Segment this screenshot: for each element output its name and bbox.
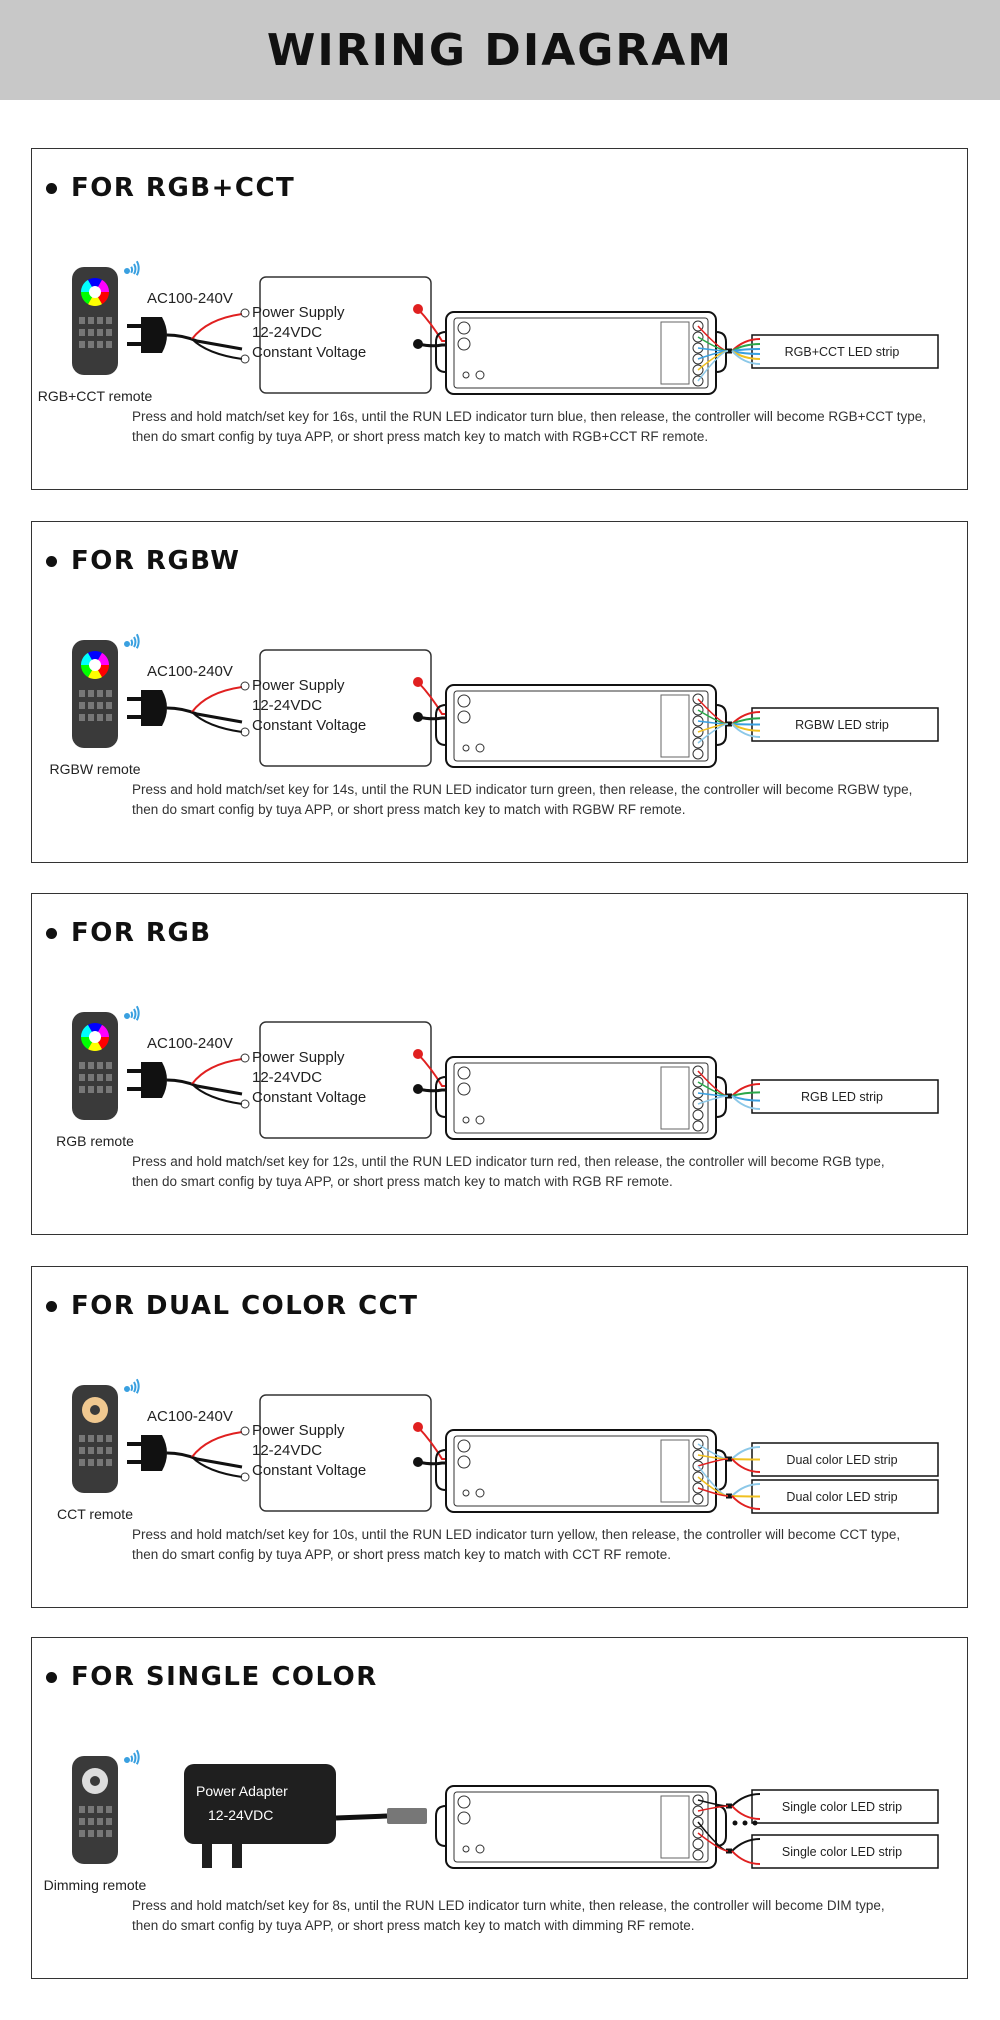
ac-plug-icon xyxy=(127,317,167,353)
ellipsis-dot xyxy=(733,1821,738,1826)
ac-voltage-label: AC100-240V xyxy=(147,1408,233,1425)
power-supply-label: Constant Voltage xyxy=(252,1462,367,1479)
remote-label: RGB remote xyxy=(56,1133,134,1149)
wire xyxy=(732,1496,760,1497)
led-controller xyxy=(436,312,726,394)
wiring-diagram xyxy=(32,1638,966,1898)
wifi-signal-icon xyxy=(125,1750,139,1764)
section-rgbcct xyxy=(31,148,968,490)
rgb-wheel-remote-icon xyxy=(72,1012,118,1120)
instructions xyxy=(132,1152,885,1192)
section-single xyxy=(31,1637,968,1979)
instructions xyxy=(132,780,912,820)
wiring-diagram xyxy=(32,894,966,1154)
instruction-line: then do smart config by tuya APP, or short press match key to match with dimming RF remote. xyxy=(132,1918,695,1933)
page-title: WIRING DIAGRAM xyxy=(266,24,734,76)
wiring-diagram xyxy=(32,522,966,782)
instruction-line: Press and hold match/set key for 14s, until the RUN LED indicator turn green, then release, the controller will become RGBW type, xyxy=(132,782,913,797)
ac-plug-icon xyxy=(127,1062,167,1098)
instruction-line: then do smart config by tuya APP, or short press match key to match with RGB RF remote. xyxy=(132,1174,673,1189)
instruction-line: then do smart config by tuya APP, or short press match key to match with RGBW RF remote. xyxy=(132,802,686,817)
instruction-line: Press and hold match/set key for 10s, until the RUN LED indicator turn yellow, then release, the controller will become CCT type, xyxy=(132,1527,901,1542)
led-strip xyxy=(752,1480,938,1513)
instruction-line: then do smart config by tuya APP, or short press match key to match with CCT RF remote. xyxy=(132,1547,671,1562)
wifi-signal-icon xyxy=(125,261,139,275)
led-strip-label: RGB LED strip xyxy=(801,1090,883,1104)
led-controller xyxy=(436,1786,726,1868)
led-strip xyxy=(752,1835,938,1868)
led-controller xyxy=(436,1430,726,1512)
section-heading-text: FOR RGB+CCT xyxy=(71,173,296,203)
wiring-diagram xyxy=(32,149,966,409)
section-heading-text: FOR DUAL COLOR CCT xyxy=(71,1291,419,1321)
led-strip xyxy=(752,1443,938,1476)
wifi-signal-icon xyxy=(125,1006,139,1020)
instruction-line: Press and hold match/set key for 12s, until the RUN LED indicator turn red, then release, the controller will become RGB type, xyxy=(132,1154,885,1169)
led-controller xyxy=(436,685,726,767)
cct-wheel-remote-icon xyxy=(72,1385,118,1493)
title-bar xyxy=(0,0,1000,100)
remote-label: RGB+CCT remote xyxy=(37,388,153,404)
wire xyxy=(732,724,760,725)
led-strip-label: Single color LED strip xyxy=(781,1800,903,1814)
wifi-signal-icon xyxy=(125,1379,139,1393)
led-strip xyxy=(752,335,938,368)
wifi-signal-icon xyxy=(125,634,139,648)
ac-voltage-label: AC100-240V xyxy=(147,290,233,307)
power-adapter-label: 12-24VDC xyxy=(208,1807,274,1823)
led-strip-label: Dual color LED strip xyxy=(786,1490,898,1504)
remote-label: Dimming remote xyxy=(43,1877,147,1893)
rgb-wheel-remote-icon xyxy=(72,267,118,375)
ac-plug-icon xyxy=(127,1435,167,1471)
power-supply-label: Constant Voltage xyxy=(252,1089,367,1106)
instructions xyxy=(132,1525,900,1565)
power-supply-label: Constant Voltage xyxy=(252,344,367,361)
led-strip-label: Single color LED strip xyxy=(781,1845,903,1859)
power-adapter-box xyxy=(184,1764,336,1844)
led-strip-label: RGBW LED strip xyxy=(795,718,889,732)
ellipsis-dot xyxy=(753,1821,758,1826)
dc-connector-icon xyxy=(387,1808,427,1824)
wiring-diagram xyxy=(32,1267,966,1527)
instruction-line: Press and hold match/set key for 8s, until the RUN LED indicator turn white, then release, the controller will become DIM type, xyxy=(132,1898,885,1913)
led-controller xyxy=(436,1057,726,1139)
ellipsis-dot xyxy=(743,1821,748,1826)
led-strip xyxy=(752,708,938,741)
ac-voltage-label: AC100-240V xyxy=(147,663,233,680)
led-strip xyxy=(752,1790,938,1823)
instructions xyxy=(132,1896,885,1936)
power-supply-label: 12-24VDC xyxy=(252,1069,323,1086)
section-heading-text: FOR SINGLE COLOR xyxy=(71,1662,378,1692)
dimming-wheel-remote-icon xyxy=(72,1756,118,1864)
power-supply-label: Power Supply xyxy=(252,1422,345,1439)
power-supply-label: Power Supply xyxy=(252,1049,345,1066)
section-rgb xyxy=(31,893,968,1235)
power-supply-label: Constant Voltage xyxy=(252,717,367,734)
section-rgbw xyxy=(31,521,968,863)
ac-plug-icon xyxy=(127,690,167,726)
instruction-line: Press and hold match/set key for 16s, until the RUN LED indicator turn blue, then release, the controller will become RGB+CCT type, xyxy=(132,409,927,424)
instruction-line: then do smart config by tuya APP, or short press match key to match with RGB+CCT RF remote. xyxy=(132,429,709,444)
section-heading-text: FOR RGB xyxy=(71,918,212,948)
power-supply-label: 12-24VDC xyxy=(252,1442,323,1459)
rgb-wheel-remote-icon xyxy=(72,640,118,748)
wire xyxy=(732,1459,760,1460)
section-heading-text: FOR RGBW xyxy=(71,546,241,576)
led-strip-label: RGB+CCT LED strip xyxy=(784,345,900,359)
remote-label: CCT remote xyxy=(57,1506,133,1522)
power-adapter-label: Power Adapter xyxy=(196,1783,288,1799)
power-supply-label: 12-24VDC xyxy=(252,324,323,341)
ac-voltage-label: AC100-240V xyxy=(147,1035,233,1052)
power-supply-label: Power Supply xyxy=(252,677,345,694)
power-supply-label: 12-24VDC xyxy=(252,697,323,714)
led-strip xyxy=(752,1080,938,1113)
section-cct xyxy=(31,1266,968,1608)
instructions xyxy=(132,407,926,447)
remote-label: RGBW remote xyxy=(49,761,141,777)
led-strip-label: Dual color LED strip xyxy=(786,1453,898,1467)
power-supply-label: Power Supply xyxy=(252,304,345,321)
